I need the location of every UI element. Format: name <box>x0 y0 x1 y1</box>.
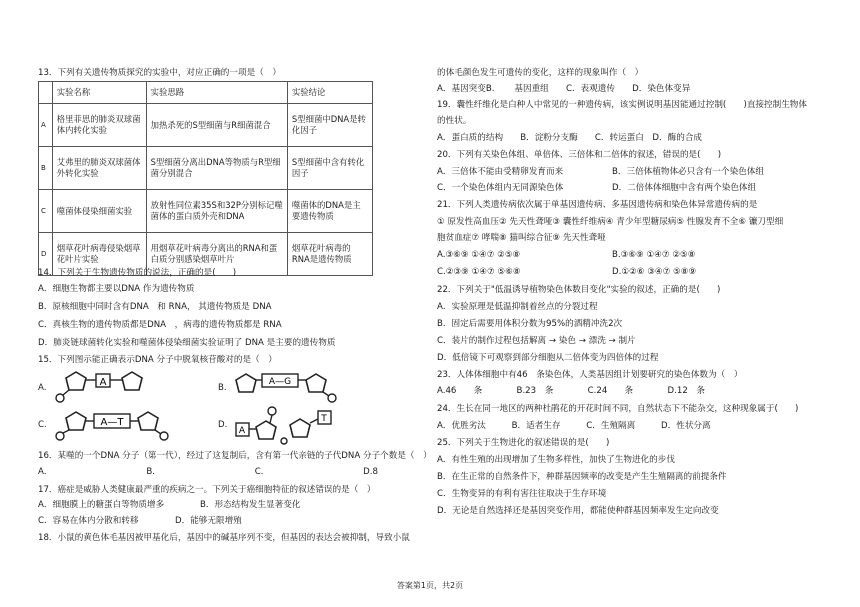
q17-option-c: C．容易在体内分散和转移 <box>38 516 139 526</box>
q20-option-a: A．三倍体不能由受精卵发育而来 <box>437 167 564 177</box>
base-label-d2: T <box>321 414 327 424</box>
q17-stem: 17．癌症是威胁人类健康最严重的疾病之一。下列关于癌细胞特征的叙述错误的是（ ） <box>38 485 376 495</box>
table-header-name: 实验名称 <box>52 82 146 104</box>
row-conclusion: 噬菌体的DNA是主要遗传物质 <box>287 190 372 233</box>
q23-stem: 23．人体体细胞中有46 条染色体，人类基因组计划要研究的染色体数为（ ） <box>437 370 743 380</box>
row-conclusion: S型细菌中含有转化因子 <box>287 147 372 190</box>
q22-option-d: D．低倍镜下可观察到部分细胞从二倍体变为四倍体的过程 <box>437 353 659 363</box>
q20-option-d: D．二倍体体细胞中含有两个染色体组 <box>612 183 757 193</box>
row-idea: 加热杀死的S型细菌与R细菌混合 <box>146 104 287 147</box>
q13-table <box>38 81 373 276</box>
q21-list-cont: 胞贫血症⑦ 哮喘⑧ 猫叫综合征⑨ 先天性聋哑 <box>437 233 606 243</box>
row-idea: 放射性同位素35S和32P分别标记噬菌体的蛋白质外壳和DNA <box>146 190 287 233</box>
q13-stem: 13．下列有关遗传物质探究的实验中，对应正确的一项是（ ） <box>38 68 281 78</box>
nucleotide-diagram-d <box>232 405 352 445</box>
q17-option-d: D．能够无限增殖 <box>175 516 242 526</box>
q21-option-c: C.②③⑨ ①④⑦ ⑤⑥⑧ <box>437 267 521 277</box>
row-idea: S型细菌分离出DNA等物质与R型细菌分别混合 <box>146 147 287 190</box>
q23-options: A.46 条 B.23 条 C.24 条 D.12 条 <box>437 386 705 396</box>
q17-option-b: B．形态结构发生显著变化 <box>200 500 301 510</box>
row-key: B <box>39 147 53 190</box>
q24-stem: 24．生长在同一地区的两种杜鹃花的开花时间不同，自然状态下不能杂交，这种现象属于( ) <box>437 404 799 414</box>
nucleotide-diagram-a <box>52 370 162 404</box>
q18-stem: 18．小鼠的黄色体毛基因被甲基化后，基因中的碱基序列不变，但基因的表达会被抑制，导致小鼠 <box>38 533 410 543</box>
q18-options: A．基因突变B. 基因重组 C．表观遗传 D．染色体变异 <box>437 84 691 94</box>
q16-option-a: A． <box>38 467 53 477</box>
row-key: A <box>39 104 53 147</box>
row-key: D <box>39 233 53 276</box>
table-header-conclusion: 实验结论 <box>287 82 372 104</box>
q19-stem: 19．囊性纤维化是白种人中常见的一种遗传病，该实例说明基因能通过控制( )直接控制生物体 <box>437 100 807 110</box>
table-row <box>39 190 373 233</box>
base-label-b: A—G <box>268 377 292 387</box>
table-row <box>39 147 373 190</box>
q25-option-a: A．有性生殖的出现增加了生物多样性，加快了生物进化的步伐 <box>437 455 675 465</box>
q15-label-a: A. <box>38 383 47 393</box>
q14-option-c: C．真核生物的遗传物质都是DNA ，病毒的遗传物质都是 RNA <box>38 320 282 330</box>
q16-option-d: D.8 <box>363 467 378 477</box>
q16-stem: 16．某噬的一个DNA 分子（第一代），经过了这复制后，含有第一代亲链的子代DNA 分子个数是（ ） <box>38 451 432 461</box>
q25-option-d: D．无论是自然选择还是基因突变作用，都能使种群基因频率发生定向改变 <box>437 506 719 516</box>
q21-option-d: D.①②⑥ ③④⑦ ⑤⑧⑨ <box>612 267 697 277</box>
table-row <box>39 104 373 147</box>
q15-stem: 15．下列图示能正确表示DNA 分子中脱氧核苷酸对的是（ ） <box>38 355 277 365</box>
q21-stem: 21．下列人类遗传病依次属于单基因遗传病、多基因遗传病和染色体异常遗传病的是 <box>437 200 758 210</box>
row-key: C <box>39 190 53 233</box>
row-name: 艾弗里的肺炎双球菌体外转化实验 <box>52 147 146 190</box>
q15-label-b: B. <box>218 383 227 393</box>
q16-option-b: B． <box>146 467 161 477</box>
row-idea: 用烟草花叶病毒分离出的RNA和蛋白质分别感染烟草叶片 <box>146 233 287 276</box>
q17-option-a: A．细胞膜上的糖蛋白等物质增多 <box>38 500 165 510</box>
q20-option-b: B．三倍体植物体必只含有一个染色体组 <box>612 167 764 177</box>
table-header-blank <box>39 82 53 104</box>
q14-option-b: B．原核细胞中同时含有DNA 和 RNA， 其遗传物质是 DNA <box>38 302 272 312</box>
q14-option-a: A．细胞生物都主要以DNA 作为遗传物质 <box>38 284 195 294</box>
row-name: 噬菌体侵染细菌实验 <box>52 190 146 233</box>
q22-option-c: C．装片的制作过程包括解离 → 染色 → 漂洗 → 制片 <box>437 336 636 346</box>
base-label-d1: A <box>238 426 246 436</box>
q15-label-c: C. <box>38 420 47 430</box>
q16-option-c: C． <box>254 467 270 477</box>
q18-continuation: 的体毛颜色发生可遗传的变化，这样的现象叫作（ ） <box>437 68 644 78</box>
q25-option-b: B．在生正常的自然条件下，种群基因频率的改变是产生生殖隔离的前提条件 <box>437 472 727 482</box>
q14-option-d: D．肺炎链球菌转化实验和噬菌体侵染细菌实验证明了 DNA 是主要的遗传物质 <box>38 338 336 348</box>
q25-option-c: C．生物变异的有利有害往往取决于生存环境 <box>437 489 607 499</box>
row-name: 格里菲思的肺炎双球菌体内转化实验 <box>52 104 146 147</box>
q14-stem: 14．下列关于生物遗传物质的说法，正确的是( ) <box>38 268 237 278</box>
nucleotide-diagram-b <box>232 370 352 404</box>
q15-label-d: D. <box>218 420 228 430</box>
q19-options: A．蛋白质的结构 B．淀粉分支酶 C．转运蛋白 D．酶的合成 <box>437 133 703 143</box>
nucleotide-diagram-c <box>52 408 192 442</box>
q16-options <box>38 467 378 478</box>
row-name: 烟草花叶病毒侵染烟草花叶片实验 <box>52 233 146 276</box>
q21-list: ① 原发性高血压② 先天性聋哑③ 囊性纤维病④ 青少年型糖尿病⑤ 性腺发育不全⑥ 镰刀型细 <box>437 217 784 227</box>
q20-stem: 20．下列有关染色体组、单倍体、三倍体和二倍体的叙述，错误的是( ) <box>437 150 722 160</box>
q22-option-b: B．固定后需要用体积分数为95%的酒精冲洗2次 <box>437 319 623 329</box>
base-label-c: A—T <box>100 417 124 428</box>
q21-option-b: B.③⑥⑨ ①④⑦ ②⑤⑧ <box>612 250 696 260</box>
row-conclusion: 烟草花叶病毒的RNA是遗传物质 <box>287 233 372 276</box>
page-footer: 答案第1页，共2页 <box>396 581 464 590</box>
q22-option-a: A．实验原理是低温抑制着丝点的分裂过程 <box>437 302 598 312</box>
q22-stem: 22．下列关于"低温诱导植物染色体数目变化"实验的叙述，正确的是( ) <box>437 285 721 295</box>
q20-option-c: C．一个染色体组内无同源染色体 <box>437 183 564 193</box>
q21-option-a: A.③⑥⑨ ①④⑦ ②⑤⑧ <box>437 250 521 260</box>
table-header-idea: 实验思路 <box>146 82 287 104</box>
q24-options: A．优胜劣汰 B．适者生存 C．生殖隔离 D．性状分离 <box>437 421 711 431</box>
q19-stem-cont: 的性状。 <box>437 116 472 126</box>
row-conclusion: S型细菌中DNA是转化因子 <box>287 104 372 147</box>
q25-stem: 25．下列关于生物进化的叙述错误的是( ) <box>437 438 610 448</box>
base-label-a: A <box>99 377 107 388</box>
